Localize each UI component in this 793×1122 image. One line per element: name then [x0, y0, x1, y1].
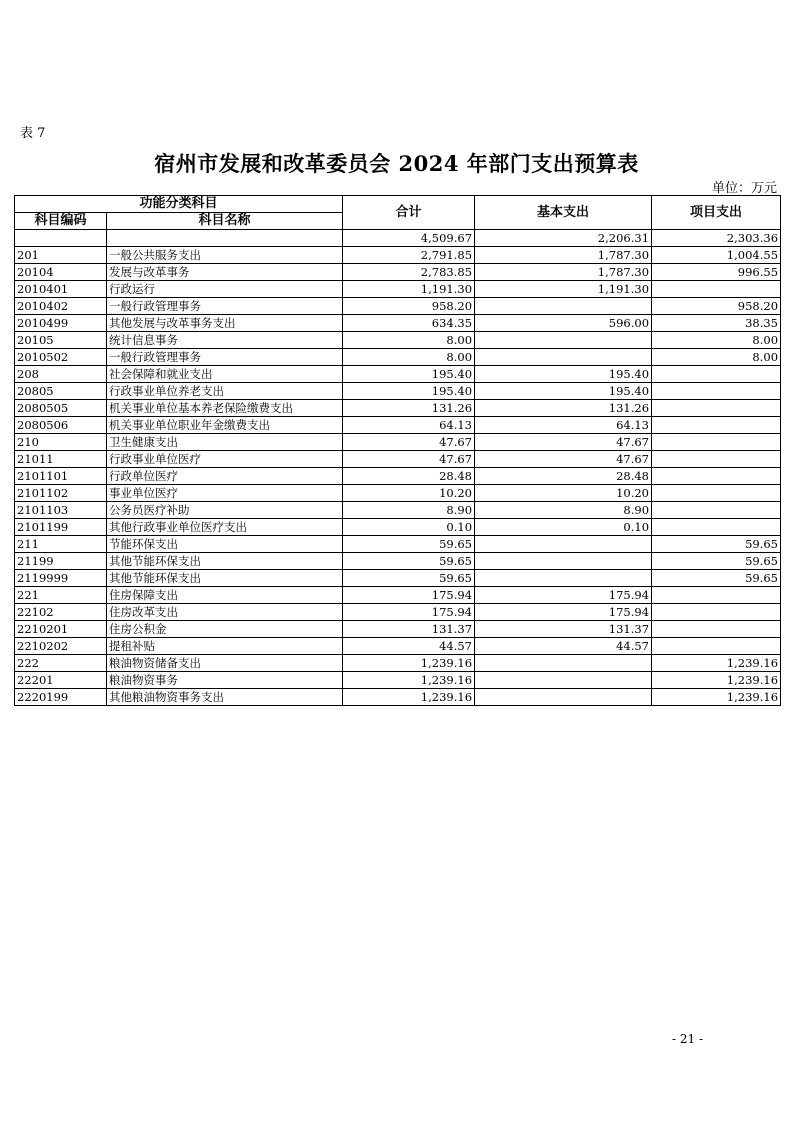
cell-project [652, 519, 781, 536]
cell-name: 行政运行 [107, 281, 343, 298]
cell-project [652, 468, 781, 485]
cell-total: 0.10 [343, 519, 475, 536]
cell-project [652, 434, 781, 451]
cell-basic [475, 536, 652, 553]
cell-name: 其他节能环保支出 [107, 553, 343, 570]
cell-name: 机关事业单位基本养老保险缴费支出 [107, 400, 343, 417]
header-project: 项目支出 [652, 196, 781, 230]
cell-project [652, 366, 781, 383]
cell-name: 统计信息事务 [107, 332, 343, 349]
header-total: 合计 [343, 196, 475, 230]
cell-code: 2210201 [15, 621, 107, 638]
budget-table [14, 195, 781, 706]
table-row [15, 536, 781, 553]
cell-basic: 8.90 [475, 502, 652, 519]
table-row [15, 264, 781, 281]
table-row [15, 621, 781, 638]
cell-total: 958.20 [343, 298, 475, 315]
cell-project: 59.65 [652, 536, 781, 553]
cell-code: 2080506 [15, 417, 107, 434]
table-row [15, 332, 781, 349]
cell-total: 28.48 [343, 468, 475, 485]
cell-project [652, 383, 781, 400]
cell-basic: 0.10 [475, 519, 652, 536]
cell-project [652, 451, 781, 468]
page-title: 宿州市发展和改革委员会 2024 年部门支出预算表 [154, 151, 639, 176]
cell-name: 其他行政事业单位医疗支出 [107, 519, 343, 536]
cell-name: 其他发展与改革事务支出 [107, 315, 343, 332]
cell-basic: 64.13 [475, 417, 652, 434]
cell-code: 21011 [15, 451, 107, 468]
cell-total: 47.67 [343, 434, 475, 451]
cell-code: 2101103 [15, 502, 107, 519]
cell-total: 44.57 [343, 638, 475, 655]
cell-project: 996.55 [652, 264, 781, 281]
cell-name: 行政事业单位养老支出 [107, 383, 343, 400]
cell-total: 47.67 [343, 451, 475, 468]
cell-code: 22102 [15, 604, 107, 621]
table-row [15, 587, 781, 604]
cell-project: 8.00 [652, 332, 781, 349]
cell-basic [475, 332, 652, 349]
cell-name: 粮油物资储备支出 [107, 655, 343, 672]
cell-total: 131.37 [343, 621, 475, 638]
table-row [15, 281, 781, 298]
cell-total: 59.65 [343, 570, 475, 587]
cell-code: 22201 [15, 672, 107, 689]
cell-code: 2010402 [15, 298, 107, 315]
table-row [15, 672, 781, 689]
cell-name: 住房保障支出 [107, 587, 343, 604]
cell-project: 59.65 [652, 553, 781, 570]
cell-total: 64.13 [343, 417, 475, 434]
cell-total: 1,239.16 [343, 672, 475, 689]
cell-basic: 44.57 [475, 638, 652, 655]
cell-name: 其他粮油物资事务支出 [107, 689, 343, 706]
cell-total: 2,783.85 [343, 264, 475, 281]
table-row [15, 298, 781, 315]
cell-project: 38.35 [652, 315, 781, 332]
cell-code: 2080505 [15, 400, 107, 417]
cell-code: 201 [15, 247, 107, 264]
cell-basic: 195.40 [475, 366, 652, 383]
cell-code: 21199 [15, 553, 107, 570]
table-row [15, 400, 781, 417]
table-row [15, 689, 781, 706]
cell-code [15, 230, 107, 247]
cell-name: 机关事业单位职业年金缴费支出 [107, 417, 343, 434]
cell-code: 2010401 [15, 281, 107, 298]
cell-code: 222 [15, 655, 107, 672]
cell-name: 社会保障和就业支出 [107, 366, 343, 383]
cell-project [652, 502, 781, 519]
cell-basic [475, 655, 652, 672]
cell-code: 2101199 [15, 519, 107, 536]
cell-total: 175.94 [343, 604, 475, 621]
cell-project [652, 400, 781, 417]
cell-code: 2101101 [15, 468, 107, 485]
cell-basic [475, 570, 652, 587]
cell-name: 卫生健康支出 [107, 434, 343, 451]
table-row [15, 247, 781, 264]
cell-name: 住房改革支出 [107, 604, 343, 621]
cell-basic: 47.67 [475, 434, 652, 451]
cell-code: 2220199 [15, 689, 107, 706]
cell-basic: 10.20 [475, 485, 652, 502]
cell-project: 1,239.16 [652, 672, 781, 689]
cell-code: 2119999 [15, 570, 107, 587]
cell-basic: 28.48 [475, 468, 652, 485]
cell-total: 4,509.67 [343, 230, 475, 247]
cell-total: 8.00 [343, 332, 475, 349]
cell-project: 1,004.55 [652, 247, 781, 264]
table-row [15, 230, 781, 247]
table-row [15, 519, 781, 536]
unit-label: 单位：万元 [711, 181, 777, 196]
cell-total: 175.94 [343, 587, 475, 604]
cell-basic: 1,787.30 [475, 264, 652, 281]
cell-project [652, 621, 781, 638]
cell-name: 粮油物资事务 [107, 672, 343, 689]
header-basic: 基本支出 [475, 196, 652, 230]
cell-basic [475, 553, 652, 570]
cell-total: 131.26 [343, 400, 475, 417]
table-row [15, 604, 781, 621]
table-body [15, 230, 781, 706]
cell-name: 住房公积金 [107, 621, 343, 638]
header-code: 科目编码 [15, 213, 107, 230]
cell-basic: 131.26 [475, 400, 652, 417]
cell-code: 210 [15, 434, 107, 451]
table-row [15, 434, 781, 451]
table-row [15, 468, 781, 485]
cell-project [652, 281, 781, 298]
cell-total: 1,191.30 [343, 281, 475, 298]
table-row [15, 502, 781, 519]
cell-code: 221 [15, 587, 107, 604]
cell-name: 发展与改革事务 [107, 264, 343, 281]
cell-total: 8.00 [343, 349, 475, 366]
cell-code: 20805 [15, 383, 107, 400]
cell-code: 208 [15, 366, 107, 383]
table-row [15, 315, 781, 332]
cell-name: 事业单位医疗 [107, 485, 343, 502]
cell-project: 8.00 [652, 349, 781, 366]
cell-name: 一般公共服务支出 [107, 247, 343, 264]
cell-project [652, 417, 781, 434]
cell-name: 其他节能环保支出 [107, 570, 343, 587]
cell-code: 2010502 [15, 349, 107, 366]
cell-total: 634.35 [343, 315, 475, 332]
table-row [15, 638, 781, 655]
cell-name: 行政事业单位医疗 [107, 451, 343, 468]
cell-total: 1,239.16 [343, 689, 475, 706]
cell-basic: 2,206.31 [475, 230, 652, 247]
cell-project: 958.20 [652, 298, 781, 315]
cell-basic: 596.00 [475, 315, 652, 332]
cell-code: 211 [15, 536, 107, 553]
cell-total: 10.20 [343, 485, 475, 502]
table-row [15, 485, 781, 502]
cell-name: 行政单位医疗 [107, 468, 343, 485]
cell-basic: 47.67 [475, 451, 652, 468]
table-row [15, 349, 781, 366]
cell-basic: 1,787.30 [475, 247, 652, 264]
cell-total: 195.40 [343, 366, 475, 383]
table-row [15, 451, 781, 468]
header-name: 科目名称 [107, 213, 343, 230]
cell-basic: 175.94 [475, 604, 652, 621]
cell-basic [475, 349, 652, 366]
cell-basic: 175.94 [475, 587, 652, 604]
table-label: 表 7 [20, 126, 46, 141]
cell-name: 提租补贴 [107, 638, 343, 655]
table-row [15, 553, 781, 570]
cell-code: 2010499 [15, 315, 107, 332]
cell-project: 1,239.16 [652, 655, 781, 672]
cell-basic: 131.37 [475, 621, 652, 638]
cell-code: 20104 [15, 264, 107, 281]
cell-basic [475, 298, 652, 315]
table-row [15, 417, 781, 434]
cell-basic: 195.40 [475, 383, 652, 400]
cell-project [652, 604, 781, 621]
cell-name: 一般行政管理事务 [107, 298, 343, 315]
cell-project: 2,303.36 [652, 230, 781, 247]
cell-code: 2210202 [15, 638, 107, 655]
table-row [15, 570, 781, 587]
cell-total: 195.40 [343, 383, 475, 400]
cell-basic: 1,191.30 [475, 281, 652, 298]
cell-code: 2101102 [15, 485, 107, 502]
cell-name: 一般行政管理事务 [107, 349, 343, 366]
cell-project: 1,239.16 [652, 689, 781, 706]
header-function-group: 功能分类科目 [15, 196, 343, 213]
cell-name [107, 230, 343, 247]
cell-project [652, 638, 781, 655]
cell-project: 59.65 [652, 570, 781, 587]
cell-total: 59.65 [343, 553, 475, 570]
table-row [15, 366, 781, 383]
table-row [15, 383, 781, 400]
cell-total: 59.65 [343, 536, 475, 553]
cell-basic [475, 689, 652, 706]
table-row [15, 655, 781, 672]
cell-name: 公务员医疗补助 [107, 502, 343, 519]
page-number: - 21 - [672, 1032, 704, 1046]
cell-total: 8.90 [343, 502, 475, 519]
cell-code: 20105 [15, 332, 107, 349]
cell-total: 2,791.85 [343, 247, 475, 264]
cell-basic [475, 672, 652, 689]
cell-total: 1,239.16 [343, 655, 475, 672]
cell-project [652, 485, 781, 502]
cell-project [652, 587, 781, 604]
cell-name: 节能环保支出 [107, 536, 343, 553]
